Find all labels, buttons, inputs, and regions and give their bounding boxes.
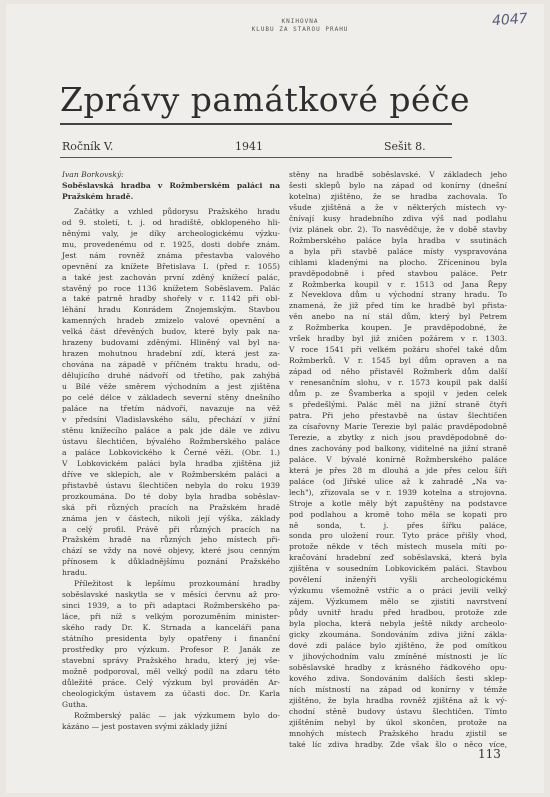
text-line: sonda pro uložení rour. Tyto práce přišly vhod, (289, 531, 507, 541)
text-line: Začátky a vzhled půdorysu Pražského hradu (74, 206, 280, 216)
text-line: přistavbě ústavu šlechtičen nebyla do roku 1939 (62, 480, 280, 490)
text-line: byla plocha, která nebyla ještě nikdy archeolo- (289, 619, 507, 629)
text-line: gicky zkoumána. Sondováním zdiva jižní zákla- (289, 630, 507, 640)
text-line: paláce na třetím nádvoří, navazuje na věž (62, 404, 280, 414)
text-line: v renesančním slohu, v r. 1573 koupil pak další (289, 378, 507, 388)
text-line: mu, provedenému od r. 1925, dosti dobře znám. (62, 239, 280, 249)
text-line: zjištěna v sousedním Lobkovickém paláci. Stavbou (289, 564, 507, 574)
text-line: z Neveklova dům u východní strany hradu. To (289, 290, 507, 300)
year-label: 1941 (235, 140, 263, 153)
journal-title: Zprávy památkové péče (60, 80, 470, 119)
text-line: prozkoumána. Do té doby byla hradba soběslav- (62, 491, 280, 501)
text-line: ústavu šlechtičen, bývalého Rožmberského paláce (62, 436, 280, 446)
text-line: dělujícího druhé nádvoří od třetího, pak zahýbá (62, 371, 280, 381)
text-line: stěny na hradbě soběslavské. V základech jeho (289, 170, 507, 179)
text-line: kotelna) zjištěno, že se hradba zachovala. To (289, 191, 507, 201)
text-line: z Rožmberka koupil v r. 1513 od Jana Řepy (289, 279, 507, 289)
stamp-line: KNIHOVNA (281, 18, 319, 25)
text-line: ského rady Dr. K. Strnada a kanceláři pana (62, 623, 280, 633)
text-line: a paláce Lobkovického k Černé věži. (Obr. 1.) (62, 447, 280, 457)
text-line: v předsíni Vladislavského sálu, přechází v jižní (62, 414, 280, 424)
text-line: hradu. (62, 568, 88, 578)
text-line: Rožmberků. V r. 1545 byl dům opraven a na (289, 356, 507, 366)
text-line: státního presidenta byly opatřeny i finanční (62, 634, 280, 644)
right-column (289, 170, 507, 751)
text-line: známa jen v částech, nikoli její výška, základy (62, 513, 280, 523)
text-line: sinci 1939, a to při adaptaci Rožmberského pa- (62, 601, 280, 611)
text-line: znamená, že již před tím ke hradbě byl přista- (289, 301, 507, 311)
text-line: protože někde v těch místech musela míti po- (289, 542, 507, 552)
text-line: povělení inženýři vyšli archeologickému (289, 575, 507, 585)
text-line: zjištěno, že byla hradba rovněž zjištěna až k vý- (289, 695, 507, 705)
text-line: prostředky pro výzkum. Profesor P. Janák ze (62, 644, 280, 654)
text-line: možně podporoval, měl velký podíl na zdaru této (62, 666, 280, 676)
text-line: Jest nám rovněž známa přestavba valového (62, 250, 280, 260)
author-name: Ivan Borkovský: (62, 170, 124, 179)
text-line: zájem. Výzkumem mělo se zjistiti navrstvení (289, 597, 507, 607)
title-rule (60, 123, 452, 125)
text-line: a také jest zachován první zděný knížecí palác, (62, 272, 280, 282)
text-line: kamenných hradeb zmizelo valové opevnění a (62, 316, 280, 326)
stamp-line: KLUBU ZA STAROU PRAHU (251, 26, 349, 33)
text-line: a celý profil. Právě při různých pracích na (62, 524, 280, 534)
article-title-line: Soběslavská hradba v Rožmberském paláci na (62, 180, 280, 190)
text-line: láce, při níž s velkým porozuměním minister- (62, 612, 280, 622)
text-line: léhání hradu Konrádem Znojemským. Stavbou (62, 305, 280, 315)
text-line: po celé délce v základech severní stěny dnešního (62, 393, 280, 403)
text-line: u Bílé věže směrem východním a jest zjištěna (62, 382, 280, 392)
text-line: něnými valy, je díky archeologickému výzku- (62, 228, 280, 238)
text-line: kového zdiva. Sondováním dalších šesti sklep- (289, 673, 507, 683)
text-line: soběslavské hradby z krásného řádkového opu- (289, 662, 507, 672)
text-line: stavěný po roce 1136 knížetem Soběslavem. Palác (62, 283, 280, 293)
text-line: všude zjištěná a že v některých místech vy- (289, 202, 507, 212)
text-line: a také patrně hradby shořely v r. 1142 při obl- (62, 294, 280, 304)
text-line: západ od něho přistavěl Rožmberk dům další (289, 367, 507, 377)
text-line: cheologickým ústavem za účasti doc. Dr. Karla (62, 688, 280, 698)
article-title-line: Pražském hradě. (62, 191, 134, 201)
text-line: chována na západě v příčném traktu hradu, od- (62, 360, 280, 370)
text-line: paláce (od Jiřské ulice až k zahradě „Na va- (289, 476, 507, 486)
text-line: dové zdi paláce bylo zjištěno, že pod omítkou (289, 640, 507, 650)
text-line: cihlami kladenými na plocho. Zříceninou byla (289, 257, 507, 267)
text-line: šesti sklepů bylo na západ od konírny (dnešní (289, 180, 507, 190)
issue-label: Sešit 8. (384, 140, 426, 153)
volume-label: Ročník V. (62, 140, 114, 153)
text-line: také líc zdiva hradby. Zde však šlo o něco více, (289, 739, 507, 749)
text-line: pod podlahou a kromě toho měla se kopati pro (289, 509, 507, 519)
text-line: soběslavské naskytla se v měsíci červnu až pro- (62, 590, 280, 600)
text-line: věn anebo na ní stál dům, který byl Petrem (289, 312, 507, 322)
page-number: 113 (478, 747, 501, 761)
text-line: dříve ve sklepích, ale v Rožmberském paláci a (62, 469, 280, 479)
text-line: kázáno — jest postaven svými základy jižní (62, 721, 228, 731)
text-line: mnohých místech Pražského hradu zjistil se (289, 728, 507, 738)
text-line: přínosem k důkladnějšímu poznání Pražského (62, 557, 280, 567)
text-line: Pražském hradě na různých jeho místech při- (62, 535, 280, 545)
text-line: chodní stěně budovy ústavu šlechtičen. Tímto (289, 706, 507, 716)
text-line: za císařovny Marie Terezie byl palác pravděpodobně (289, 421, 507, 431)
text-line: s předešlými. Palác měl na jižní straně čtyři (289, 400, 507, 410)
text-line: Rožmberského paláce byla hradba v ssutinách (289, 235, 507, 245)
text-line: čnívají kusy hradebního zdiva výš nad podlahu (289, 213, 507, 223)
text-line: velká část dřevěných budov, které byly pak na- (62, 327, 280, 337)
text-line: z Rožmberka koupen. Je pravděpodobné, že (289, 323, 507, 333)
text-line: Příležitost k lepšímu prozkoumání hradby (74, 579, 280, 589)
header-rule (60, 157, 452, 158)
text-line: dům p. ze Švamberka a spojil v jeden celek (289, 389, 507, 399)
text-line: chází se vždy na nové objevy, které jsou cenným (62, 546, 280, 556)
text-line: hrazeny budovami zděnými. Hliněný val byl na- (62, 338, 280, 348)
text-line: hrazen mohutnou hradební zdí, která jest za- (62, 349, 280, 359)
text-line: a byla při stavbě paláce místy vyspravována (289, 246, 507, 256)
text-line: výzkumu všemožně vstříc a o práci jevili velký (289, 586, 507, 596)
text-line: která je přes 28 m dlouhá a jde přes celou šíři (289, 465, 507, 475)
text-line: stavební správy Pražského hradu, který jej vše- (62, 655, 280, 665)
text-line: důležité práce. Celý výzkum byl prováděn Ar- (62, 677, 280, 687)
text-line: patra. Při jeho přestavbě na ústav šlechtičen (289, 410, 507, 420)
text-line: ská při různých pracích na Pražském hradě (62, 502, 280, 512)
library-stamp (235, 18, 365, 34)
text-line: Gutha. (62, 699, 88, 709)
text-line: vršek hradby byl již zničen požárem v r. 1303. (289, 334, 507, 344)
text-line: půdy uvnitř hradu před hradbou, protože zde (289, 608, 507, 618)
text-line: V Lobkovickém paláci byla hradba zjištěna již (62, 458, 280, 468)
text-line: pravděpodobně i před stavbou paláce. Petr (289, 268, 507, 278)
text-line: ních místností na západ od konírny v témže (289, 684, 507, 694)
text-line: kračování hradební zeď soběslavská, která byla (289, 553, 507, 563)
text-line: opevnění za knížete Břetislava I. (před r. 1055) (62, 261, 280, 271)
text-line: (viz plánek obr. 2). To nasvědčuje, že v době stavby (289, 224, 507, 234)
text-line: ně sonda, t. j. přes šířku paláce, (289, 520, 507, 530)
text-line: paláce. V bývalé konírně Rožmberského paláce (289, 454, 507, 464)
text-line: V roce 1541 při velkém požáru shořel také dům (289, 345, 507, 355)
text-line: Rožmberský palác — jak výzkumem bylo do- (74, 710, 280, 720)
text-line: od 9. století, t. j. od hradiště, obklopeného hli- (62, 217, 280, 227)
text-line: v jihovýchodním valu zmíněné místnosti je líc (289, 651, 507, 661)
text-line: lech"), zřizovala se v r. 1939 kotelna a strojovna. (289, 487, 507, 497)
text-line: Stroje a kotle měly být zapuštěny na podstavce (289, 498, 507, 508)
text-line: Terezie, a zbytky z nich jsou pravděpodobně do- (289, 432, 507, 442)
text-line: zjištěním nebyl by úkol skončen, protože na (289, 717, 507, 727)
text-line: stěnu knížecího paláce a pak jde dále ve zdivu (62, 425, 280, 435)
handwritten-number: 4047 (491, 10, 529, 30)
left-column (62, 170, 280, 733)
text-line: dnes zachovány pod balkony, viditelné na jižní straně (289, 443, 507, 453)
